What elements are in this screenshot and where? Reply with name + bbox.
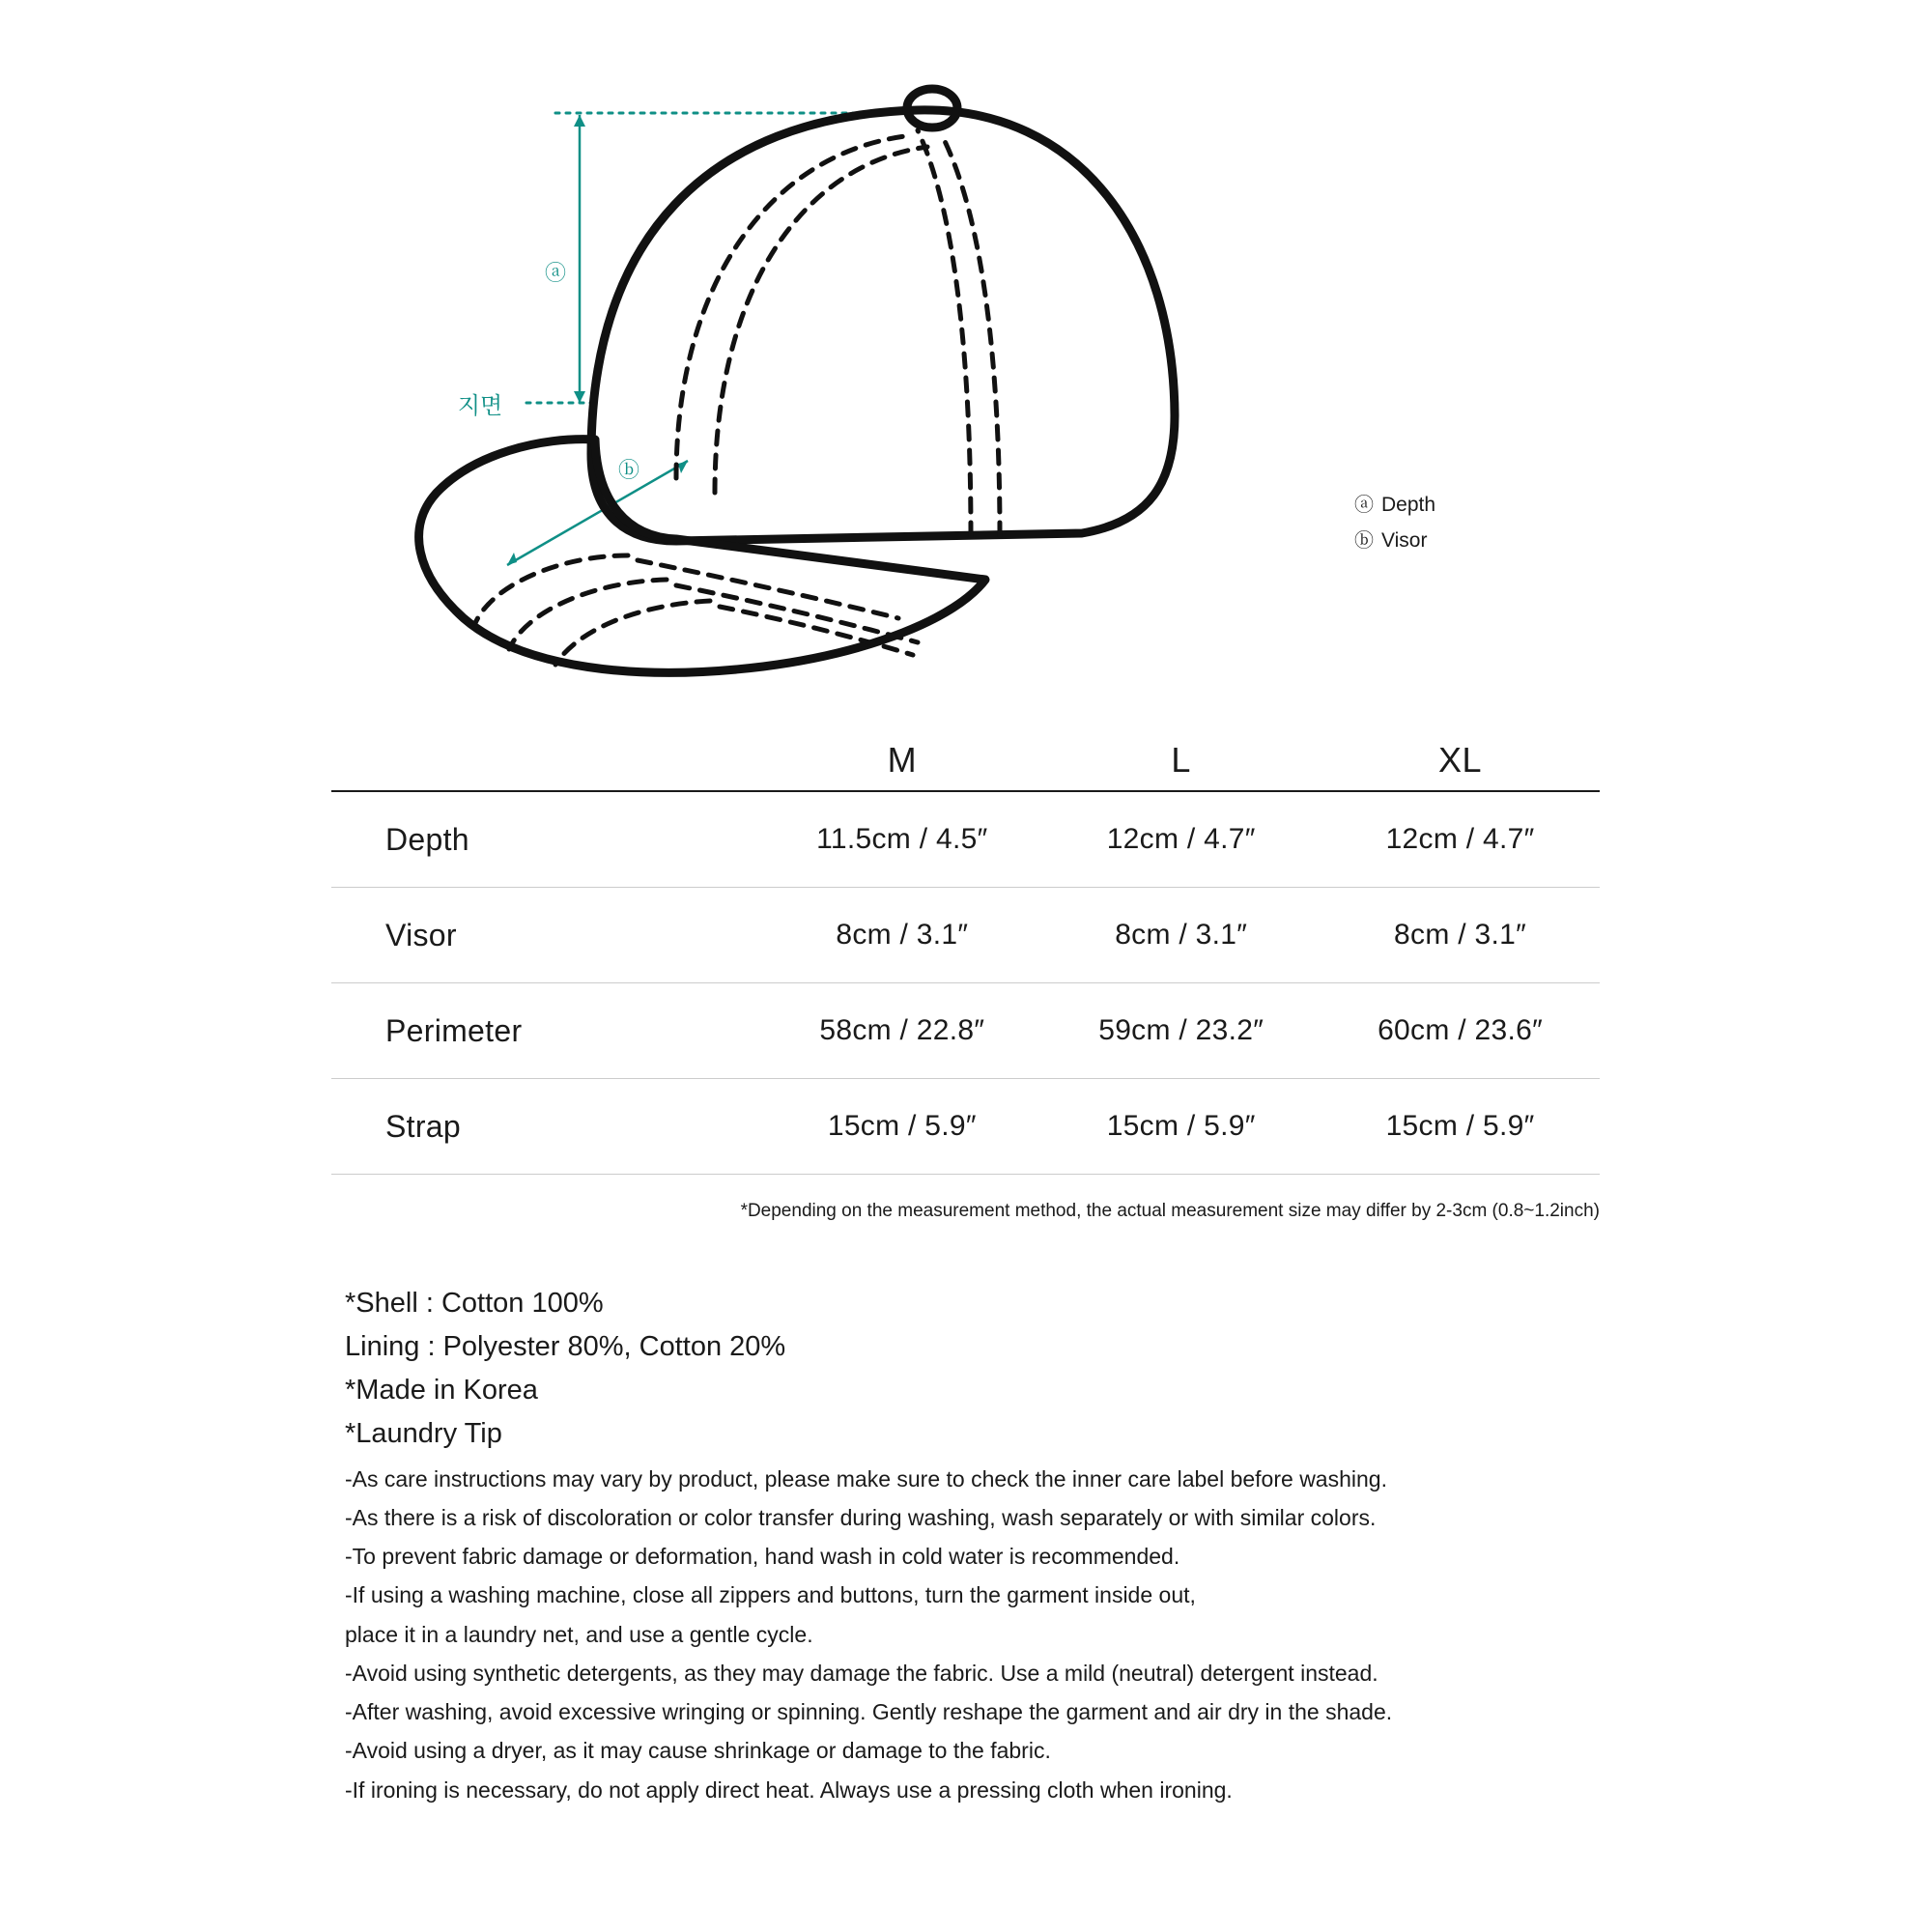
column-header-m: M <box>887 740 918 780</box>
cell-strap-m: 15cm / 5.9″ <box>827 1110 977 1142</box>
circle-b-icon: ⓑ <box>1354 529 1374 552</box>
circle-a-icon: ⓐ <box>1354 494 1374 516</box>
detail-shell: *Shell : Cotton 100% <box>345 1288 604 1319</box>
cap-diagram <box>0 0 1932 715</box>
cell-strap-xl: 15cm / 5.9″ <box>1385 1110 1535 1142</box>
care-line: -Avoid using synthetic detergents, as they may damage the fabric. Use a mild (neutral) detergent instead. <box>345 1660 1378 1686</box>
care-line: -To prevent fabric damage or deformation, hand wash in cold water is recommended. <box>345 1544 1180 1570</box>
cell-depth-xl: 12cm / 4.7″ <box>1385 823 1535 855</box>
row-label-visor: Visor <box>385 917 457 952</box>
cell-visor-m: 8cm / 3.1″ <box>836 919 969 951</box>
cap-stitching <box>475 130 1000 665</box>
cell-depth-l: 12cm / 4.7″ <box>1106 823 1256 855</box>
cell-visor-l: 8cm / 3.1″ <box>1115 919 1248 951</box>
cell-perimeter-l: 59cm / 23.2″ <box>1098 1014 1264 1046</box>
legend-label-visor: Visor <box>1381 528 1428 552</box>
product-details <box>345 1285 1601 1809</box>
cell-strap-l: 15cm / 5.9″ <box>1106 1110 1256 1142</box>
legend-item-visor <box>1354 524 1435 559</box>
table-row <box>331 983 1600 1079</box>
cell-perimeter-xl: 60cm / 23.6″ <box>1378 1014 1544 1046</box>
table-row <box>331 1079 1600 1175</box>
ground-label: 지면 <box>457 393 503 419</box>
column-header-l: L <box>1171 740 1191 780</box>
care-line: -Avoid using a dryer, as it may cause shrinkage or damage to the fabric. <box>345 1738 1051 1764</box>
visor-marker: ⓑ <box>617 458 640 482</box>
table-header-row <box>331 717 1600 791</box>
measurement-disclaimer: *Depending on the measurement method, the actual measurement size may differ by 2-3cm (0.8~1.2inch) <box>740 1201 1600 1221</box>
row-label-strap: Strap <box>385 1108 461 1144</box>
cap-outline <box>419 89 1175 672</box>
table-row <box>331 791 1600 888</box>
care-line: -As care instructions may vary by product, please make sure to check the inner care label before washing. <box>345 1465 1387 1492</box>
care-line: -If using a washing machine, close all zippers and buttons, turn the garment inside out, <box>345 1582 1196 1608</box>
cell-perimeter-m: 58cm / 22.8″ <box>819 1014 985 1046</box>
detail-lining: Lining : Polyester 80%, Cotton 20% <box>345 1331 786 1363</box>
row-label-depth: Depth <box>385 821 469 857</box>
depth-marker: ⓐ <box>544 261 567 285</box>
size-chart <box>331 717 1600 1175</box>
row-label-perimeter: Perimeter <box>385 1012 523 1048</box>
legend-label-depth: Depth <box>1381 494 1436 516</box>
detail-origin: *Made in Korea <box>345 1375 538 1406</box>
care-line: -As there is a risk of discoloration or color transfer during washing, wash separately or with similar colors. <box>345 1504 1377 1530</box>
cell-visor-xl: 8cm / 3.1″ <box>1394 919 1527 951</box>
care-line: -If ironing is necessary, do not apply direct heat. Always use a pressing cloth when ironing. <box>345 1776 1233 1803</box>
care-line: -After washing, avoid excessive wringing or spinning. Gently reshape the garment and air dry in the shade. <box>345 1699 1393 1725</box>
cell-depth-m: 11.5cm / 4.5″ <box>816 823 988 855</box>
care-line: place it in a laundry net, and use a gentle cycle. <box>345 1621 813 1647</box>
legend-item-depth <box>1354 488 1435 524</box>
detail-laundry-title: *Laundry Tip <box>345 1418 502 1450</box>
column-header-blank <box>331 717 762 791</box>
legend <box>1354 488 1435 559</box>
column-header-xl: XL <box>1438 740 1483 780</box>
table-row <box>331 888 1600 983</box>
